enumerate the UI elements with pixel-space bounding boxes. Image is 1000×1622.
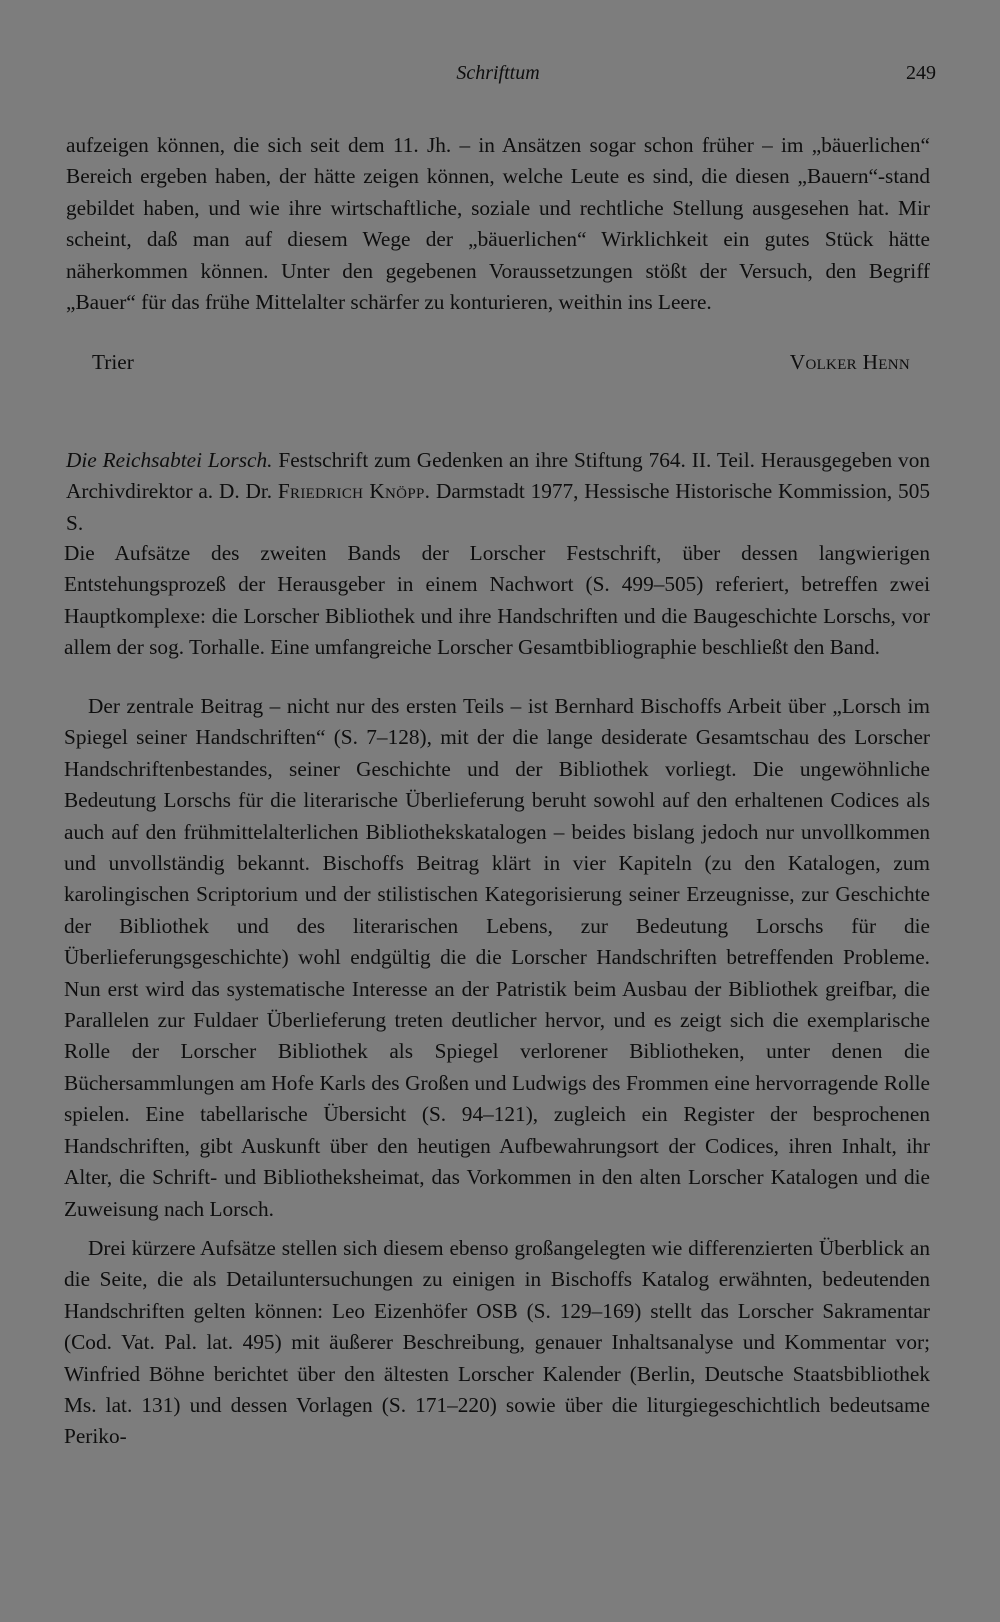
review-book-subtitle: Festschrift zum Gedenken an ihre Stiftung 764. II. Teil. Herausgegeben von Archivdirektor a. D. Dr. [66, 448, 931, 504]
review-book-title: Die Reichsabtei Lorsch. [66, 448, 273, 472]
review-signature [92, 350, 910, 382]
signature-author: Volker Henn [789, 350, 910, 374]
running-title: Schrifttum [456, 62, 540, 84]
review-book-editor: Friedrich Knöpp. [277, 479, 431, 504]
review-paragraph-1: Die Aufsätze des zweiten Bands der Lorscher Festschrift, über dessen langwierigen Entstehungsprozeß der Herausgeber in einem Nachwort (S. 499–505) referiert, betreffen zwei Hauptkomplexe: die Lorscher Bibliothek und ihre Handschriften und die Baugeschichte Lorschs, vor allem der sog. Torhalle. Eine umfangreiche Lorscher Gesamtbibliographie beschließt den Band. [64, 541, 930, 660]
review-bibliographic-heading [66, 445, 930, 539]
review-paragraph-2: Der zentrale Beitrag – nicht nur des ersten Teils – ist Bernhard Bischoffs Arbeit über „Lorsch im Spiegel seiner Handschriften“ (S. 7–128), mit der die lange desiderate Gesamtschau des Lorscher Handschriftenbestandes, seiner Geschichte und der Bibliothek vorliegt. Die ungewöhnliche Bedeutung Lorschs für die literarische Überlieferung beruht sowohl auf den erhaltenen Codices als auch auf den frühmittelalterlichen Bibliothekskatalogen – beides bislang jedoch nur unvollkommen und unvollständig bekannt. Bischoffs Beitrag klärt in vier Kapiteln (zu den Katalogen, zum karolingischen Scriptorium und der stilistischen Kategorisierung seiner Erzeugnisse, zur Geschichte der Bibliothek und des literarischen Lebens, zur Bedeutung Lorschs für die Überlieferungsgeschichte) wohl endgültig die die Lorscher Handschriften betreffenden Probleme. Nun erst wird das systematische Interesse an der Patristik beim Ausbau der Bibliothek greifbar, die Parallelen zur Fuldaer Überlieferung treten deutlicher hervor, und es zeigt sich die exemplarische Rolle der Lorscher Bibliothek als Spiegel verlorener Bibliotheken, unter denen die Büchersammlungen am Hofe Karls des Großen und Ludwigs des Frommen eine hervorragende Rolle spielen. Eine tabellarische Übersicht (S. 94–121), zugleich ein Register der besprochenen Handschriften, gibt Auskunft über den heutigen Aufbewahrungsort der Codices, ihren Inhalt, ihr Alter, die Schrift- und Bibliotheksheimat, das Vorkommen in den alten Lorscher Katalogen und die Zuweisung nach Lorsch. [64, 694, 930, 1221]
review-book-publication: Darmstadt 1977, Hessische Historische Kommission, 505 S. [66, 479, 931, 535]
review-paragraph-3: Drei kürzere Aufsätze stellen sich diesem ebenso großangelegten wie differenzierten Überblick an die Seite, die als Detailuntersuchungen zu einigen in Bischoffs Katalog erwähnten, bedeutenden Handschriften gelten können: Leo Eizenhöfer OSB (S. 129–169) stellt das Lorscher Sakramentar (Cod. Vat. Pal. lat. 495) mit äußerer Beschreibung, genauer Inhaltsanalyse und Kommentar vor; Winfried Böhne berichtet über den ältesten Lorscher Kalender (Berlin, Deutsche Staatsbibliothek Ms. lat. 131) und dessen Vorlagen (S. 171–220) sowie über die liturgiegeschichtlich bedeutsame Periko- [64, 1236, 930, 1449]
signature-place: Trier [92, 350, 134, 374]
running-head [60, 62, 936, 92]
paragraph-continuation: aufzeigen können, die sich seit dem 11. Jh. – in Ansätzen sogar schon früher – im „bäuerlichen“ Bereich ergeben haben, der hätte zeigen können, welche Leute es sind, die diesen „Bauern“-stand gebildet haben, und wie ihre wirtschaftliche, soziale und rechtliche Stellung ausgesehen hat. Mir scheint, daß man auf diesem Wege der „bäuerlichen“ Wirklichkeit ein gutes Stück hätte näherkommen können. Unter den gegebenen Voraussetzungen stößt der Versuch, den Begriff „Bauer“ für das frühe Mittelalter schärfer zu konturieren, weithin ins Leere. [66, 133, 930, 315]
page-number: 249 [906, 62, 936, 84]
